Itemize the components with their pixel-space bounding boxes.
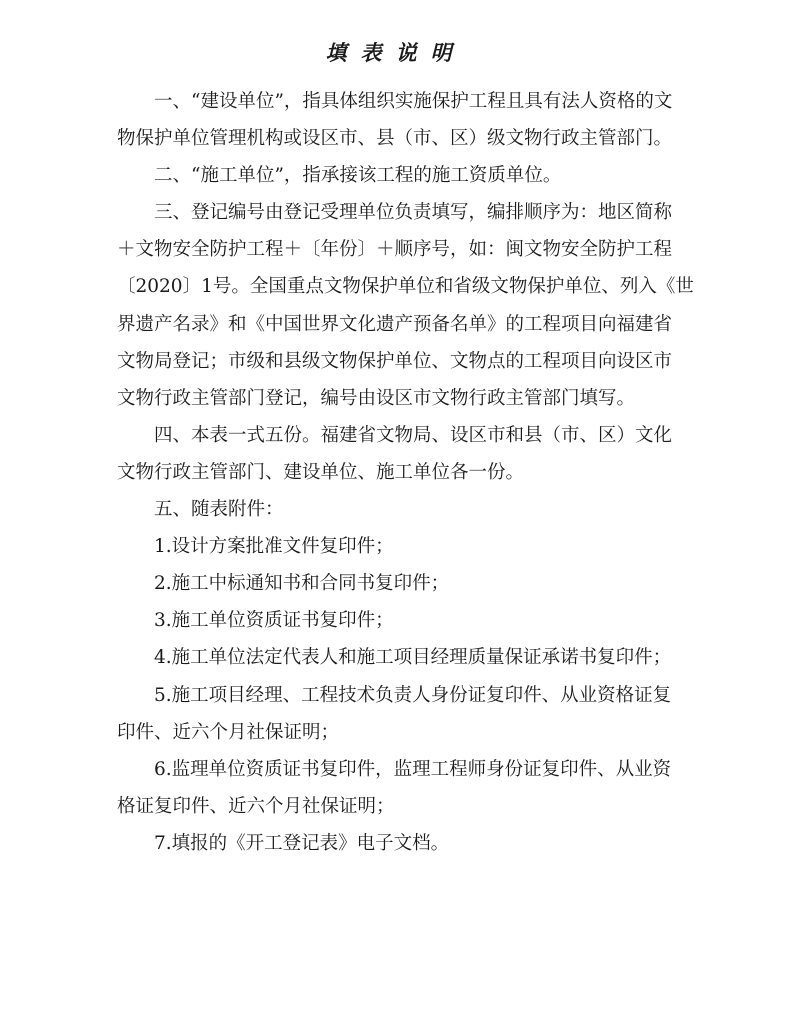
paragraph-2 (117, 157, 673, 194)
paragraph-line: 物保护单位管理机构或设区市、县（市、区）级文物行政主管部门。 (117, 128, 673, 150)
attachment-item-2 (117, 565, 673, 602)
paragraph-4 (117, 417, 673, 491)
paragraph-line: 二、“施工单位”，指承接该工程的施工资质单位。 (154, 165, 562, 187)
attachment-item-4 (117, 639, 673, 676)
paragraph-line: 4.施工单位法定代表人和施工项目经理质量保证承诺书复印件； (154, 647, 672, 669)
paragraph-line: 文物行政主管部门、建设单位、施工单位各一份。 (117, 461, 525, 483)
paragraph-line: 7.填报的《开工登记表》电子文档。 (154, 832, 450, 854)
paragraph-line: 四、本表一式五份。福建省文物局、设区市和县（市、区）文化 (154, 424, 673, 446)
paragraph-line: 印件、近六个月社保证明； (117, 721, 340, 743)
paragraph-line: 3.施工单位资质证书复印件； (154, 610, 394, 632)
paragraph-line: 文物局登记；市级和县级文物保护单位、文物点的工程项目向设区市 (117, 350, 673, 372)
attachment-item-7 (117, 825, 673, 862)
paragraph-line: 6.监理单位资质证书复印件，监理工程师身份证复印件、从业资 (154, 758, 672, 780)
paragraph-line: 5.施工项目经理、工程技术负责人身份证复印件、从业资格证复 (154, 684, 672, 706)
document-title: 填表说明 (325, 40, 466, 65)
paragraph-line: 2.施工中标通知书和合同书复印件； (154, 573, 450, 595)
paragraph-line: 文物行政主管部门登记，编号由设区市文物行政主管部门填写。 (117, 387, 636, 409)
paragraph-5 (117, 491, 673, 528)
attachment-item-6 (117, 751, 673, 825)
attachment-item-3 (117, 602, 673, 639)
paragraph-line: 三、登记编号由登记受理单位负责填写，编排顺序为：地区简称 (154, 202, 673, 224)
paragraph-1 (117, 83, 673, 157)
paragraph-line: 格证复印件、近六个月社保证明； (117, 795, 395, 817)
paragraph-line: ＋文物安全防护工程＋〔年份〕＋顺序号，如：闽文物安全防护工程 (117, 239, 673, 261)
paragraph-line: 1.设计方案批准文件复印件； (154, 536, 394, 558)
document-body (117, 83, 694, 862)
attachment-item-5 (117, 677, 673, 751)
paragraph-line: 五、随表附件： (154, 499, 284, 521)
paragraph-line: 一、“建设单位”，指具体组织实施保护工程且具有法人资格的文 (154, 91, 673, 112)
paragraph-3 (117, 194, 694, 417)
paragraph-line: 界遗产名录》和《中国世界文化遗产预备名单》的工程项目向福建省 (117, 313, 673, 335)
paragraph-line: 〔2020〕1号。全国重点文物保护单位和省级文物保护单位、列入《世 (117, 276, 694, 298)
attachment-item-1 (117, 528, 673, 565)
